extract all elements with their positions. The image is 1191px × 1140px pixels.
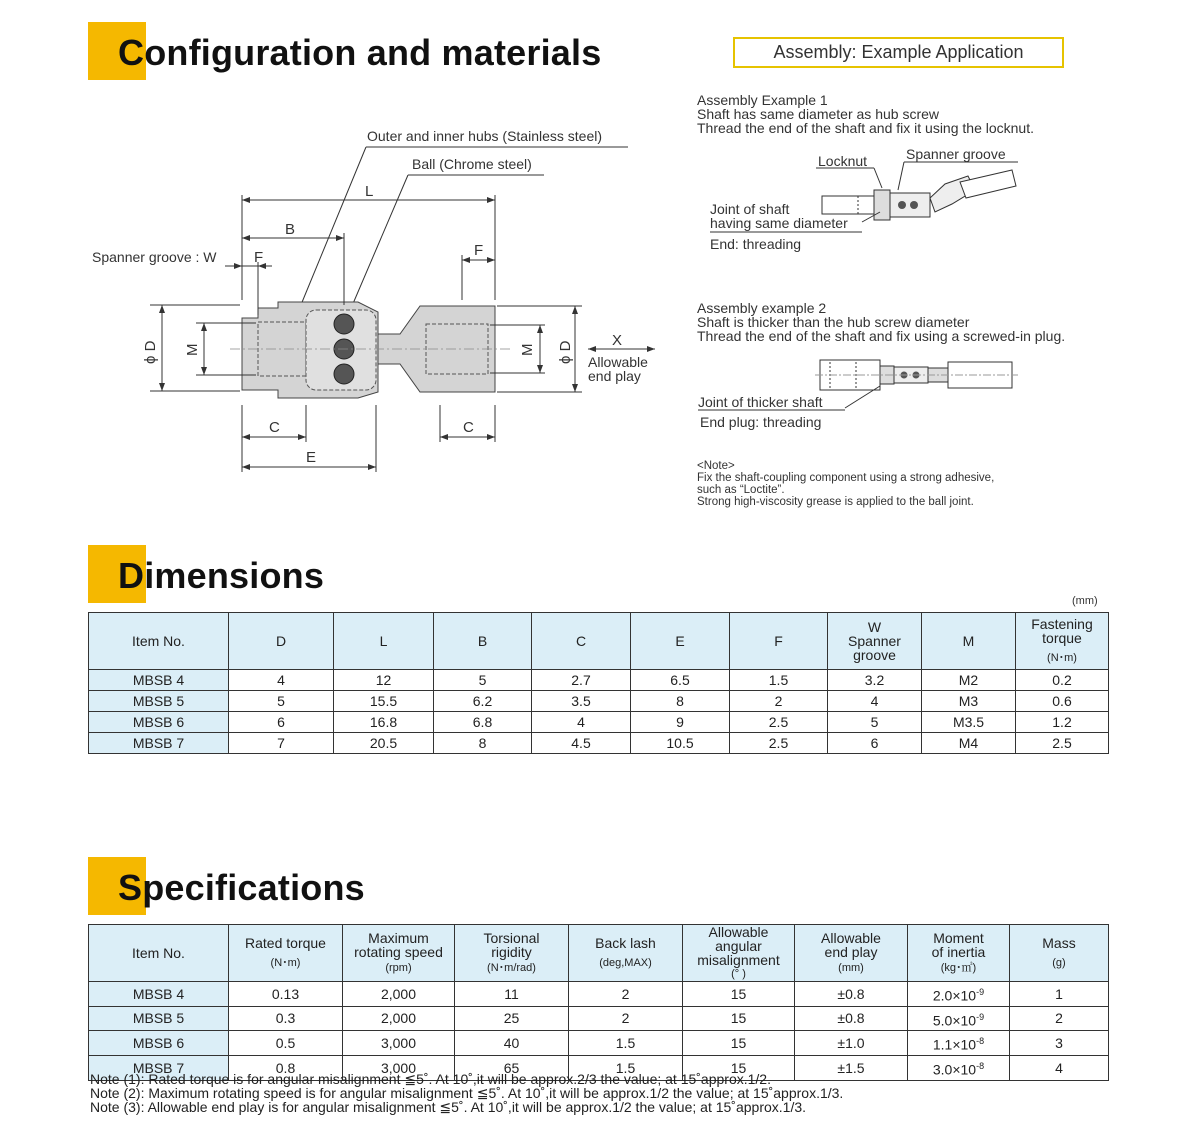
spec-col-inertia-line2: of inertia	[931, 944, 986, 960]
row-item-no: MBSB 6	[89, 1031, 229, 1056]
table-cell: 6.5	[631, 670, 730, 691]
col-L: L	[334, 613, 434, 670]
specifications-table	[88, 924, 1109, 1081]
col-C: C	[532, 613, 631, 670]
col-torque	[1016, 613, 1109, 670]
spec-notes	[90, 1072, 843, 1114]
row-item-no: MBSB 4	[89, 670, 229, 691]
table-cell: 8	[631, 691, 730, 712]
table-cell: 6	[229, 712, 334, 733]
spec-col-speed-line2: rotating speed	[354, 944, 443, 960]
table-row	[89, 1031, 1109, 1056]
table-cell: 4	[229, 670, 334, 691]
dim-C-right: C	[463, 419, 474, 436]
spec-col-inertia	[908, 925, 1010, 982]
spec-note-3: Note (3): Allowable end play is for angular misalignment ≦5˚. At 10˚,it will be approx.1/2 the value; at 15˚approx.1/3.	[90, 1099, 807, 1115]
table-row	[89, 691, 1109, 712]
table-cell: 20.5	[334, 733, 434, 754]
col-item: Item No.	[89, 613, 229, 670]
table-cell: 2,000	[343, 982, 455, 1007]
spec-col-speed-unit: (rpm)	[385, 962, 412, 974]
dim-M-right: M	[519, 343, 536, 356]
table-cell: 3,000	[343, 1055, 455, 1080]
table-cell: 65	[455, 1055, 569, 1080]
table-cell: 2.5	[1016, 733, 1109, 754]
row-item-no: MBSB 5	[89, 691, 229, 712]
row-item-no: MBSB 5	[89, 1006, 229, 1031]
config-title: Configuration and materials	[118, 32, 602, 73]
table-cell: M3.5	[922, 712, 1016, 733]
table-cell	[908, 982, 1010, 1007]
spec-col-backlash-unit: (deg,MAX)	[599, 957, 652, 969]
col-D: D	[229, 613, 334, 670]
note-line4: Strong high-viscosity grease is applied to the ball joint.	[697, 496, 974, 508]
spec-col-mass-label: Mass	[1042, 935, 1076, 951]
table-cell	[908, 1055, 1010, 1080]
col-W-line2: Spanner	[848, 633, 901, 649]
spec-note-1: Note (1): Rated torque is for angular misalignment ≦5˚. At 10˚,it will be approx.2/3 the value; at 15˚approx.1/2.	[90, 1071, 771, 1087]
dim-E: E	[306, 449, 317, 466]
col-torque-line2: torque	[1042, 630, 1082, 646]
table-cell: 1.2	[1016, 712, 1109, 733]
spec-col-angular-unit: (° )	[731, 968, 746, 980]
spec-col-backlash-label: Back lash	[595, 935, 656, 951]
table-cell: 2.5	[730, 712, 828, 733]
ex1-spanner-groove: Spanner groove	[906, 146, 1006, 162]
inertia-exponent: -8	[976, 1060, 985, 1071]
table-cell: 6.8	[434, 712, 532, 733]
example2-line2: Shaft is thicker than the hub screw diameter	[697, 314, 970, 330]
table-cell: 2.7	[532, 670, 631, 691]
table-cell: 15.5	[334, 691, 434, 712]
dim-phiD-right: ϕ D	[557, 340, 574, 364]
table-cell: ±1.0	[795, 1031, 908, 1056]
inertia-base: 3.0×10	[932, 1061, 977, 1078]
table-cell: ±1.5	[795, 1055, 908, 1080]
table-cell: 7	[229, 733, 334, 754]
example1-drawing	[700, 140, 1030, 260]
table-row	[89, 1006, 1109, 1031]
table-cell: M2	[922, 670, 1016, 691]
table-cell: 1	[1010, 982, 1109, 1007]
col-W-line3: groove	[853, 647, 896, 663]
table-cell: 0.5	[229, 1031, 343, 1056]
spec-col-inertia-line1: Moment	[933, 930, 984, 946]
table-cell: 0.13	[229, 982, 343, 1007]
table-cell: 15	[683, 1055, 795, 1080]
spec-col-angular	[683, 925, 795, 982]
spec-col-angular-line2: angular	[715, 938, 762, 954]
spec-col-mass	[1010, 925, 1109, 982]
dim-B: B	[285, 221, 296, 238]
table-cell: 3.2	[828, 670, 922, 691]
inertia-exponent: -9	[976, 987, 985, 997]
label-allowable: Allowable	[588, 354, 648, 370]
table-cell: 9	[631, 712, 730, 733]
table-cell	[908, 1031, 1010, 1056]
table-cell: 8	[434, 733, 532, 754]
table-cell: 0.2	[1016, 670, 1109, 691]
table-cell: 2	[569, 982, 683, 1007]
spec-col-torque-label: Rated torque	[245, 935, 326, 951]
inertia-base: 1.1×10	[932, 1036, 977, 1053]
table-cell: 2	[1010, 1006, 1109, 1031]
spec-col-endplay-unit: (mm)	[838, 962, 864, 974]
spec-col-speed	[343, 925, 455, 982]
table-cell: 2	[730, 691, 828, 712]
inertia-base: 2.0×10	[932, 987, 977, 1004]
table-row	[89, 733, 1109, 754]
table-cell: 15	[683, 1031, 795, 1056]
spec-col-torque-unit: (N･m)	[270, 957, 301, 969]
ex1-end: End: threading	[710, 236, 802, 252]
ex1-locknut: Locknut	[818, 153, 868, 169]
dim-C-left: C	[269, 419, 280, 436]
example1-line2: Shaft has same diameter as hub screw	[697, 106, 940, 122]
spec-col-mass-unit: (g)	[1052, 957, 1066, 969]
spec-col-angular-line3: misalignment	[697, 952, 780, 968]
table-cell: 3.5	[532, 691, 631, 712]
row-item-no: MBSB 7	[89, 733, 229, 754]
spec-col-endplay-line1: Allowable	[821, 930, 881, 946]
table-cell: 2.5	[730, 733, 828, 754]
ex2-joint: Joint of thicker shaft	[698, 394, 823, 410]
inertia-base: 5.0×10	[932, 1012, 977, 1029]
table-cell: 10.5	[631, 733, 730, 754]
table-cell: 11	[455, 982, 569, 1007]
label-end-play: end play	[588, 368, 641, 384]
row-item-no: MBSB 4	[89, 982, 229, 1007]
spec-col-inertia-unit: (kg･㎡)	[940, 962, 977, 974]
table-cell: M4	[922, 733, 1016, 754]
table-cell: 0.3	[229, 1006, 343, 1031]
table-cell: 5	[229, 691, 334, 712]
table-cell: 2	[569, 1006, 683, 1031]
table-cell: 2,000	[343, 1006, 455, 1031]
example1-line3: Thread the end of the shaft and fix it using the locknut.	[697, 120, 1034, 136]
spec-col-rigidity-line2: rigidity	[491, 944, 532, 960]
note-heading: <Note>	[697, 460, 735, 472]
assembly-example-heading: Assembly: Example Application	[733, 37, 1064, 68]
table-cell: 4	[532, 712, 631, 733]
spec-note-2: Note (2): Maximum rotating speed is for angular misalignment ≦5˚. At 10˚,it will be approx.1/2 the value; at 15˚approx.1/3.	[90, 1085, 844, 1101]
spec-col-endplay	[795, 925, 908, 982]
col-torque-unit: (N･m)	[1047, 652, 1077, 664]
table-cell: 5	[434, 670, 532, 691]
table-cell: 1.5	[730, 670, 828, 691]
coupling-drawing	[88, 120, 688, 480]
col-W	[828, 613, 922, 670]
col-E: E	[631, 613, 730, 670]
dimensions-unit: (mm)	[1072, 595, 1098, 607]
spec-col-speed-line1: Maximum	[368, 930, 429, 946]
example1-line1: Assembly Example 1	[697, 92, 828, 108]
table-cell: 16.8	[334, 712, 434, 733]
ex1-joint2: having same diameter	[710, 215, 848, 231]
dim-F-left: F	[254, 249, 264, 266]
dimensions-title: Dimensions	[118, 555, 325, 596]
table-cell: 3,000	[343, 1031, 455, 1056]
table-cell: 25	[455, 1006, 569, 1031]
table-cell: 3	[1010, 1031, 1109, 1056]
note-line2: Fix the shaft-coupling component using a strong adhesive,	[697, 472, 995, 484]
specifications-title: Specifications	[118, 867, 365, 908]
table-cell: 5	[828, 712, 922, 733]
table-cell	[908, 1006, 1010, 1031]
table-cell: 6.2	[434, 691, 532, 712]
table-row	[89, 712, 1109, 733]
table-row	[89, 670, 1109, 691]
example2-drawing	[695, 350, 1025, 435]
ex1-joint1: Joint of shaft	[710, 201, 790, 217]
dimensions-table	[88, 612, 1109, 754]
table-row	[89, 982, 1109, 1007]
dim-F-right: F	[474, 242, 484, 259]
spec-col-angular-line1: Allowable	[708, 924, 769, 940]
dim-X: X	[612, 332, 623, 349]
spec-col-endplay-line2: end play	[824, 944, 878, 960]
dim-L: L	[365, 183, 374, 200]
label-spanner-groove: Spanner groove : W	[92, 249, 217, 265]
table-cell: 6	[828, 733, 922, 754]
label-hubs: Outer and inner hubs (Stainless steel)	[367, 128, 603, 144]
note-line3: such as “Loctite”.	[697, 484, 785, 496]
example2-line3: Thread the end of the shaft and fix using a screwed-in plug.	[697, 328, 1066, 344]
table-cell: M3	[922, 691, 1016, 712]
spec-col-rigidity-unit: (N･m/rad)	[487, 962, 536, 974]
col-W-line1: W	[867, 619, 882, 635]
table-cell: 4	[1010, 1055, 1109, 1080]
example2-line1: Assembly example 2	[697, 300, 827, 316]
row-item-no: MBSB 6	[89, 712, 229, 733]
spec-col-torque	[229, 925, 343, 982]
table-cell: 4.5	[532, 733, 631, 754]
table-cell: ±0.8	[795, 982, 908, 1007]
table-cell: 40	[455, 1031, 569, 1056]
spec-col-rigidity-line1: Torsional	[483, 930, 540, 946]
table-cell: 12	[334, 670, 434, 691]
table-cell: 1.5	[569, 1055, 683, 1080]
label-ball: Ball (Chrome steel)	[412, 156, 532, 172]
col-torque-line1: Fastening	[1031, 616, 1093, 632]
spec-col-item: Item No.	[89, 925, 229, 982]
inertia-exponent: -9	[976, 1011, 985, 1022]
dim-phiD-left: ϕ D	[142, 340, 159, 364]
dim-M-left: M	[184, 343, 201, 356]
col-B: B	[434, 613, 532, 670]
inertia-exponent: -8	[976, 1036, 985, 1047]
table-cell: 1.5	[569, 1031, 683, 1056]
spec-col-backlash	[569, 925, 683, 982]
table-cell: 15	[683, 1006, 795, 1031]
table-cell: ±0.8	[795, 1006, 908, 1031]
col-M: M	[922, 613, 1016, 670]
table-cell: 0.8	[229, 1055, 343, 1080]
row-item-no: MBSB 7	[89, 1055, 229, 1080]
table-cell: 4	[828, 691, 922, 712]
table-cell: 0.6	[1016, 691, 1109, 712]
spec-col-rigidity	[455, 925, 569, 982]
table-cell: 15	[683, 982, 795, 1007]
col-F: F	[730, 613, 828, 670]
ex2-end: End plug: threading	[700, 414, 822, 430]
